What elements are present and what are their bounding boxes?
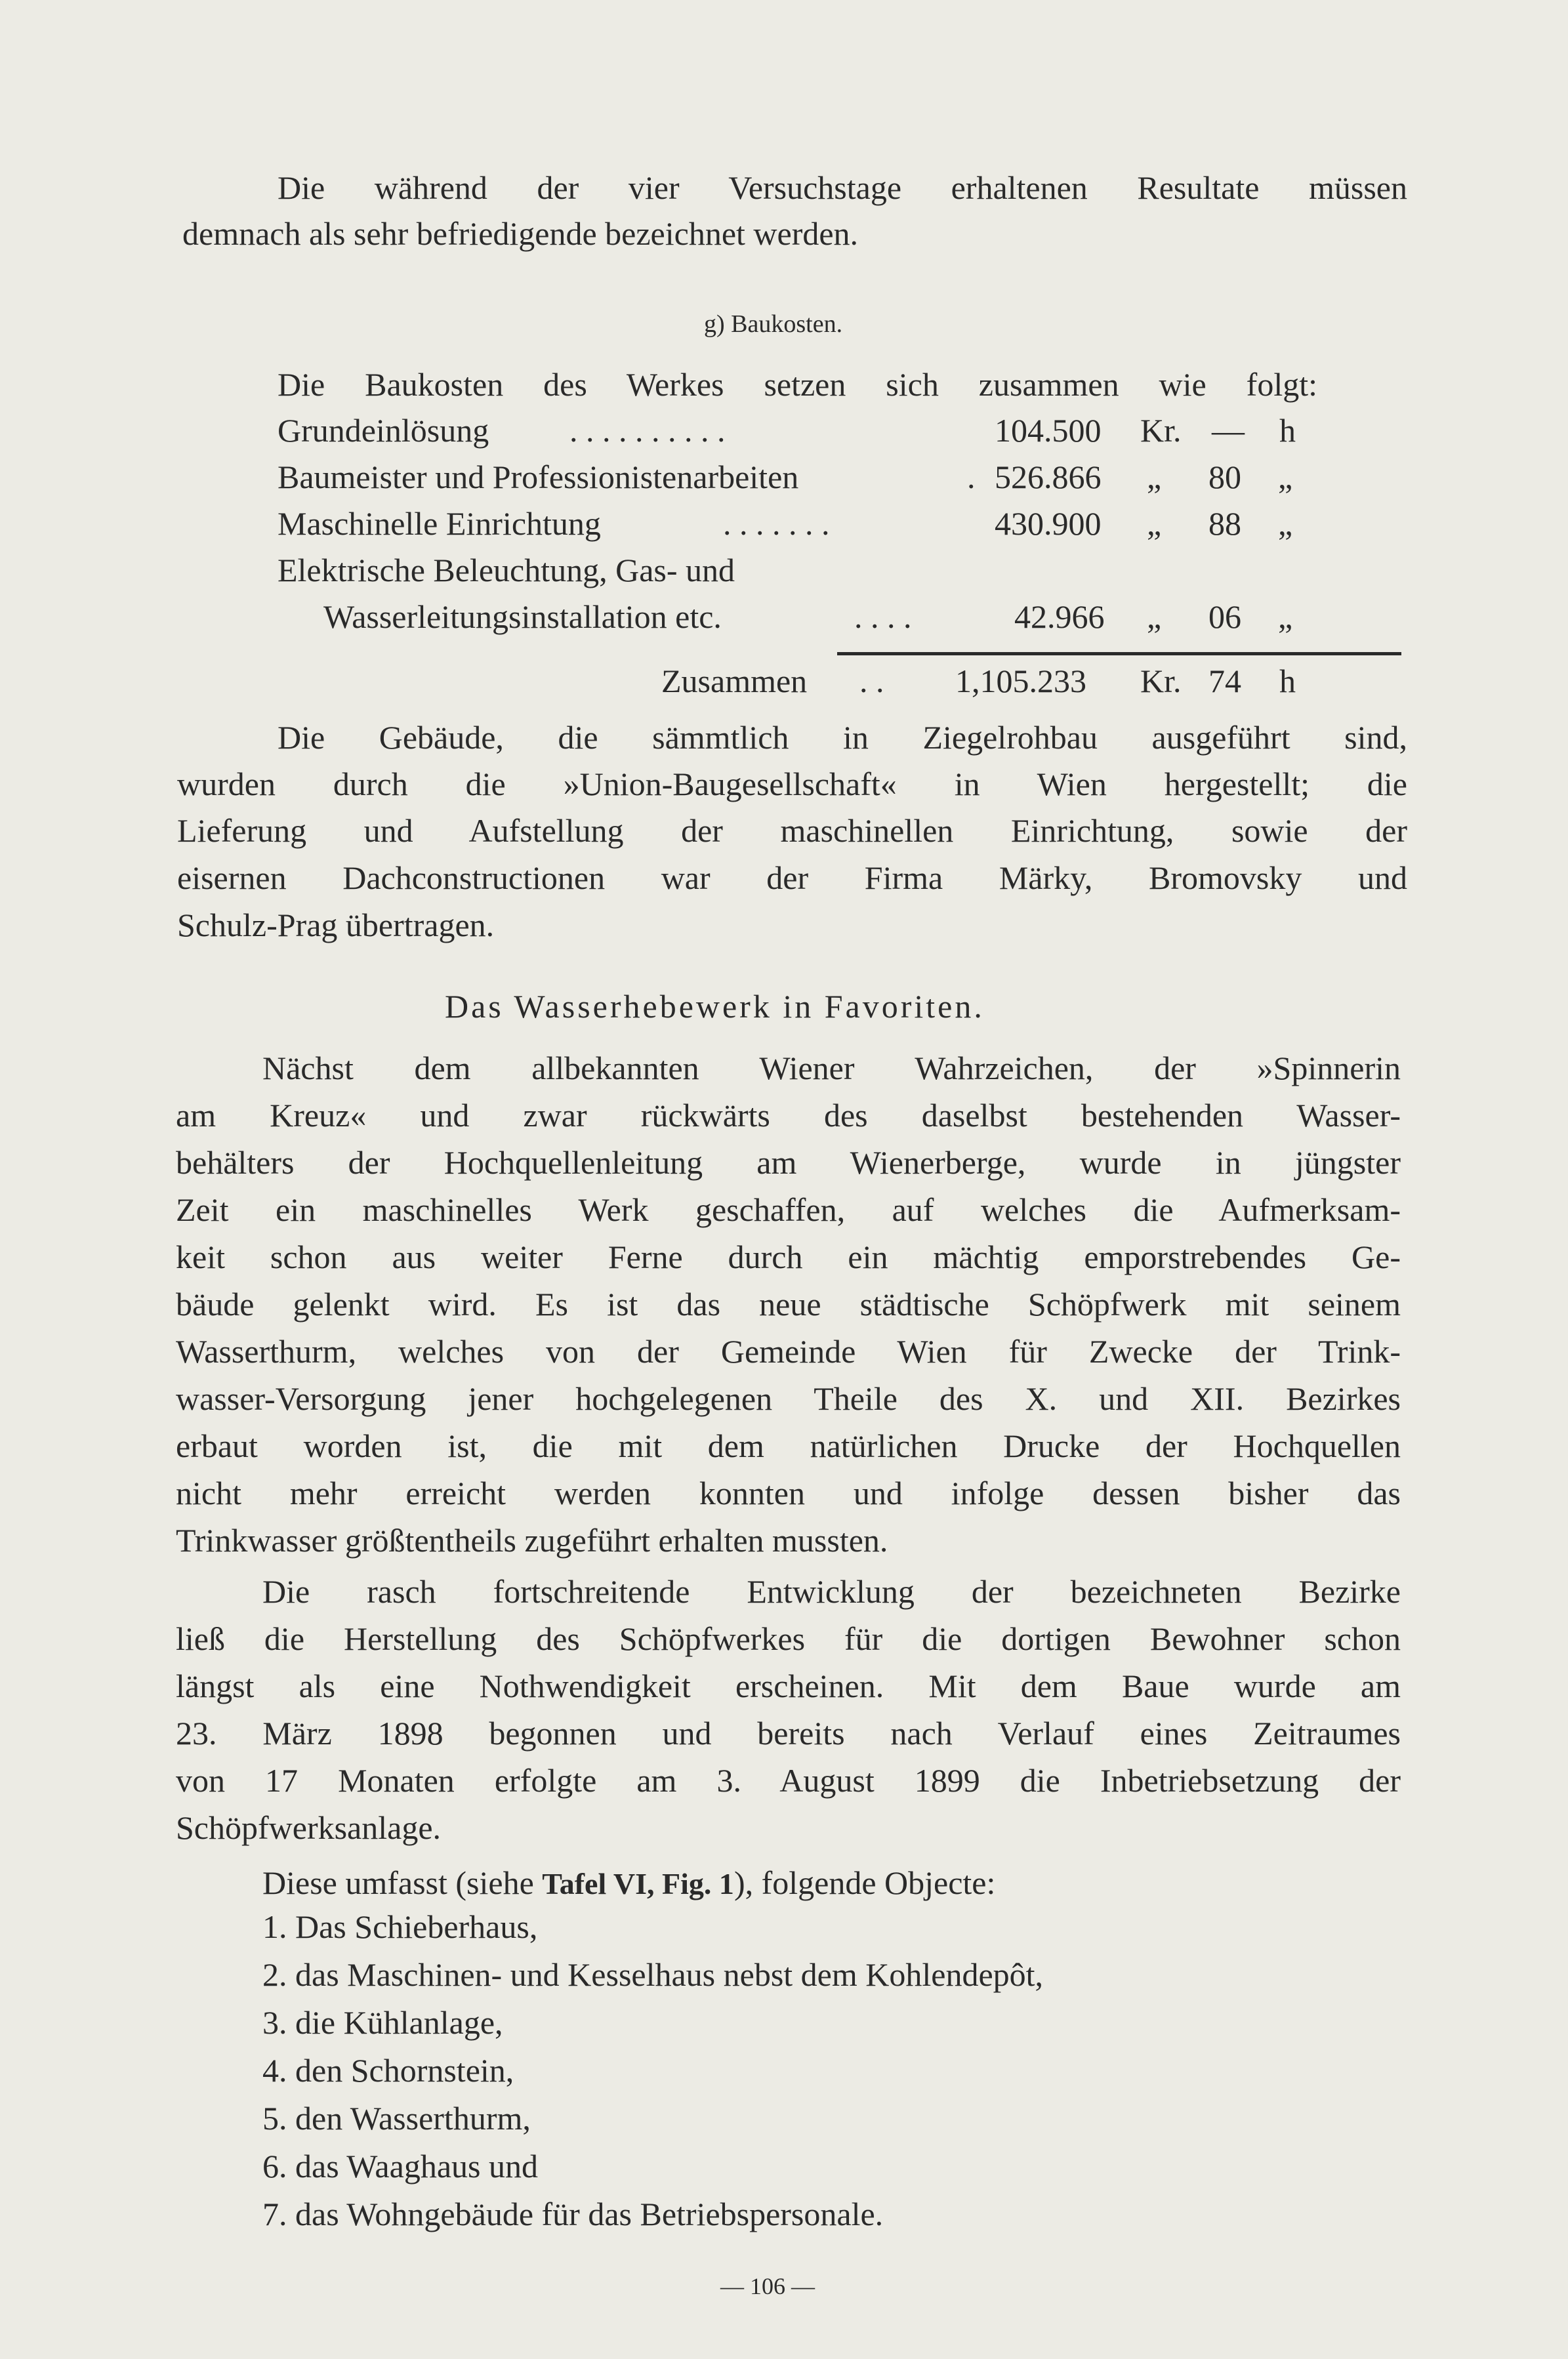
list-item: 4. den Schornstein, [262, 2052, 514, 2089]
paragraph-line: Trinkwasser größtentheils zugeführt erhalten mussten. [176, 1522, 888, 1559]
section-title: Das Wasserhebewerk in Favoriten. [445, 988, 985, 1025]
paragraph-line: Die Gebäude, die sämmtlich in Ziegelrohbau ausgeführt sind, [278, 719, 1407, 756]
cost-amount: 526.866 [995, 459, 1102, 495]
list-item: 2. das Maschinen- und Kesselhaus nebst dem Kohlendepôt, [262, 1956, 1044, 1993]
section-heading: g) Baukosten. [704, 310, 843, 338]
paragraph-line: Die rasch fortschreitende Entwicklung der bezeichneten Bezirke [262, 1573, 1401, 1610]
total-label: Zusammen [661, 663, 808, 699]
paragraph-line: Nächst dem allbekannten Wiener Wahrzeichen, der »Spinnerin [262, 1050, 1401, 1086]
cost-unit2: „ [1278, 459, 1293, 495]
cost-row [0, 550, 1568, 590]
paragraph-line: 23. März 1898 begonnen und bereits nach Verlauf eines Zeitraumes [176, 1715, 1401, 1752]
cost-label: Elektrische Beleuchtung, Gas- und [278, 552, 735, 588]
paragraph-line: Wasserthurm, welches von der Gemeinde Wien für Zwecke der Trink- [176, 1333, 1401, 1370]
list-item: 6. das Waaghaus und [262, 2148, 538, 2185]
paragraph-line: keit schon aus weiter Ferne durch ein mächtig emporstrebendes Ge- [176, 1239, 1401, 1275]
cost-dots: . . . . [854, 598, 912, 635]
list-item: 1. Das Schieberhaus, [262, 1908, 538, 1945]
cost-lead: Die Baukosten des Werkes setzen sich zusammen wie folgt: [278, 366, 1317, 403]
page-number: — 106 — [720, 2273, 815, 2299]
paragraph-line: bäude gelenkt wird. Es ist das neue städtische Schöpfwerk mit seinem [176, 1286, 1401, 1323]
list-item: 7. das Wohngebäude für das Betriebspersonale. [262, 2196, 884, 2232]
cost-unit: „ [1147, 598, 1162, 635]
cost-label: Baumeister und Professionistenarbeiten [278, 459, 799, 495]
cost-amount: 42.966 [1014, 598, 1105, 635]
cost-unit2: „ [1278, 505, 1293, 542]
objects-lead-text: Diese umfasst (siehe [262, 1864, 543, 1901]
cost-label: Wasserleitungsinstallation etc. [323, 598, 722, 635]
paragraph-line: am Kreuz« und zwar rückwärts des daselbst bestehenden Wasser- [176, 1097, 1401, 1134]
total-dots: . . [859, 663, 884, 699]
paragraph-line: behälters der Hochquellenleitung am Wienerberge, wurde in jüngster [176, 1144, 1401, 1181]
cost-row [0, 504, 1568, 543]
paragraph-line: Schöpfwerksanlage. [176, 1809, 442, 1846]
cost-cents: 88 [1208, 505, 1241, 542]
cost-row [0, 597, 1568, 636]
cost-row [0, 457, 1568, 497]
cost-unit: „ [1147, 459, 1162, 495]
cost-label: Maschinelle Einrichtung [278, 505, 601, 542]
cost-unit: „ [1147, 505, 1162, 542]
cost-cents: 06 [1208, 598, 1241, 635]
cost-dots: . [967, 459, 976, 495]
paragraph-line: wurden durch die »Union-Baugesellschaft« in Wien hergestellt; die [177, 766, 1407, 802]
paragraph-line: von 17 Monaten erfolgte am 3. August 1899 die Inbetriebsetzung der [176, 1762, 1401, 1799]
cost-cents: — [1212, 412, 1245, 449]
cost-amount: 104.500 [995, 412, 1102, 449]
cost-cents: 80 [1208, 459, 1241, 495]
list-item: 5. den Wasserthurm, [262, 2100, 531, 2137]
paragraph-line: Lieferung und Aufstellung der maschinellen Einrichtung, sowie der [177, 812, 1407, 849]
objects-lead [262, 1863, 995, 1904]
paragraph-line: wasser-Versorgung jener hochgelegenen Theile des X. und XII. Bezirkes [176, 1380, 1401, 1417]
cost-dots: . . . . . . . [723, 505, 830, 542]
paragraph-line: längst als eine Nothwendigkeit erscheinen. Mit dem Baue wurde am [176, 1668, 1401, 1704]
paragraph-line: erbaut worden ist, die mit dem natürlichen Drucke der Hochquellen [176, 1427, 1401, 1464]
paragraph-line: Zeit ein maschinelles Werk geschaffen, auf welches die Aufmerksam- [176, 1191, 1401, 1228]
cost-unit2: „ [1278, 598, 1293, 635]
total-cents: 74 [1208, 663, 1241, 699]
objects-lead-text: ), folgende Objecte: [733, 1864, 996, 1901]
total-unit2: h [1279, 663, 1296, 699]
paragraph-line: eisernen Dachconstructionen war der Firma Märky, Bromovsky und [177, 859, 1407, 896]
plate-reference: Tafel VI, Fig. 1 [542, 1867, 734, 1900]
cost-unit2: h [1279, 412, 1296, 449]
paragraph-line: nicht mehr erreicht werden konnten und infolge dessen bisher das [176, 1475, 1401, 1511]
total-unit: Kr. [1140, 663, 1182, 699]
cost-unit: Kr. [1140, 412, 1182, 449]
intro-line: Die während der vier Versuchstage erhaltenen Resultate müssen [278, 169, 1407, 206]
intro-line: demnach als sehr befriedigende bezeichnet werden. [182, 215, 859, 252]
paragraph-line: Schulz-Prag übertragen. [177, 907, 495, 943]
cost-total-row [0, 661, 1568, 701]
cost-row [0, 411, 1568, 450]
total-amount: 1,105.233 [955, 663, 1086, 699]
list-item: 3. die Kühlanlage, [262, 2004, 503, 2041]
cost-dots: . . . . . . . . . . [569, 412, 726, 449]
total-rule [837, 652, 1401, 655]
cost-label: Grundeinlösung [278, 412, 489, 449]
cost-amount: 430.900 [995, 505, 1102, 542]
paragraph-line: ließ die Herstellung des Schöpfwerkes für die dortigen Bewohner schon [176, 1620, 1401, 1657]
